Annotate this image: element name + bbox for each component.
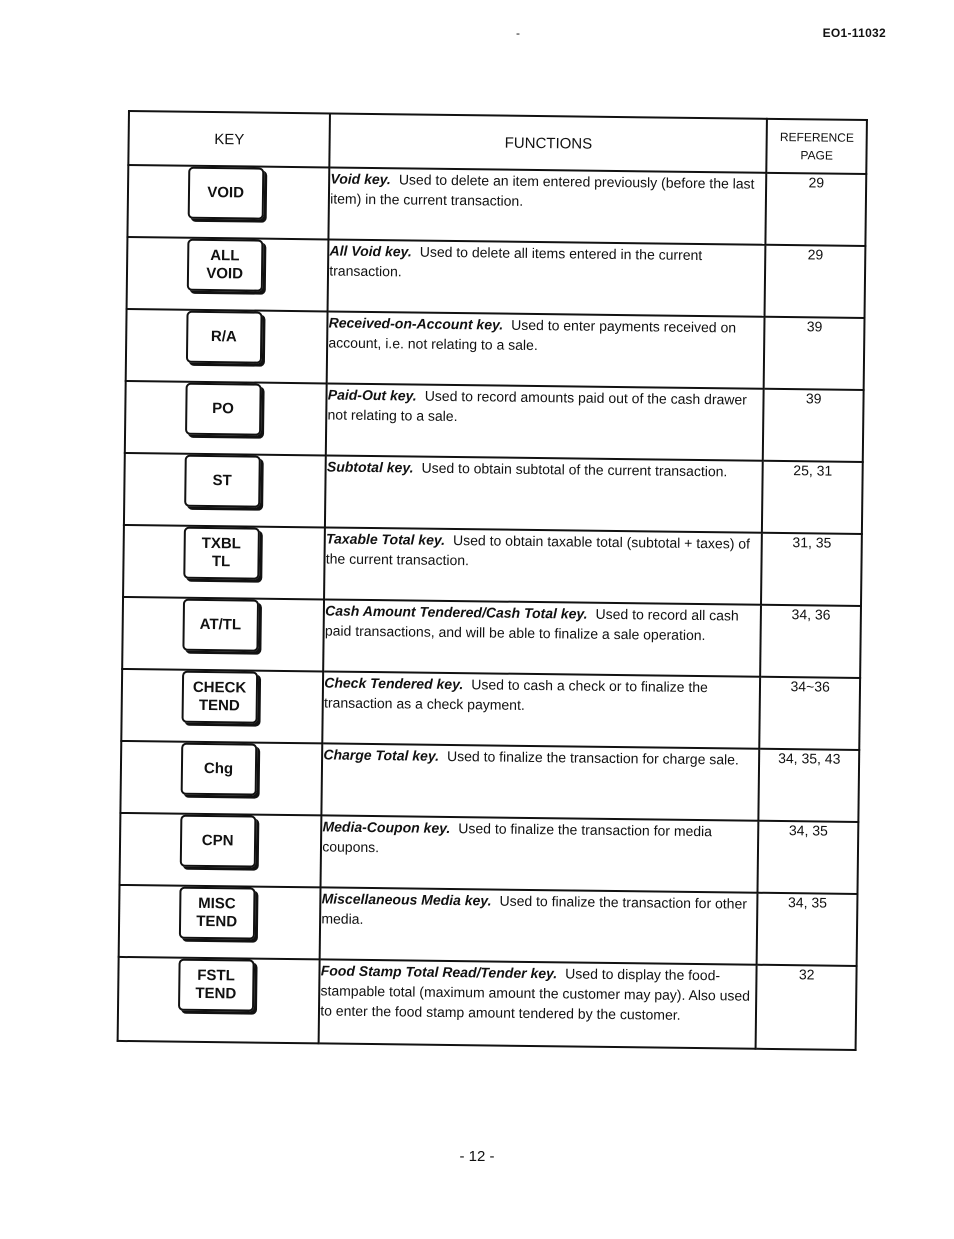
keycap-icon xyxy=(179,887,256,940)
keycap-label: TEND xyxy=(198,696,240,715)
reference-page: 25, 31 xyxy=(762,461,863,534)
function-name: Cash Amount Tendered/Cash Total key. xyxy=(325,602,588,622)
key-cell xyxy=(124,453,326,527)
keycap-icon xyxy=(186,311,263,364)
table-row xyxy=(127,237,866,318)
keycap-icon xyxy=(178,959,255,1012)
keycap-icon xyxy=(184,455,261,508)
key-cell xyxy=(118,957,320,1043)
key-cell xyxy=(127,165,329,239)
function-description: Used to delete all items entered in the current transaction. xyxy=(329,243,703,280)
table-row xyxy=(122,597,861,678)
key-cell xyxy=(123,525,325,599)
keycap-label: CHECK xyxy=(192,678,247,697)
key-functions-table xyxy=(117,110,868,1051)
key-cell xyxy=(122,597,324,671)
key-cell xyxy=(121,669,323,743)
reference-page: 39 xyxy=(764,317,865,390)
table-row xyxy=(124,453,863,534)
table-row xyxy=(118,957,857,1050)
key-cell xyxy=(120,741,322,815)
reference-page: 29 xyxy=(765,245,866,318)
keycap-icon xyxy=(187,167,264,220)
keycap-label: ALL xyxy=(210,247,240,265)
table-row xyxy=(120,813,859,894)
keycap-icon xyxy=(183,527,260,580)
function-cell xyxy=(323,599,761,676)
keycap-label: PO xyxy=(212,400,234,418)
function-description: Used to obtain subtotal of the current transaction. xyxy=(421,459,728,480)
keycap-icon xyxy=(180,743,257,796)
reference-header-line1: REFERENCE xyxy=(779,129,854,145)
keycap-label: R/A xyxy=(210,328,237,346)
function-cell xyxy=(326,383,764,460)
reference-page: 32 xyxy=(756,965,857,1050)
reference-page: 34, 36 xyxy=(760,605,861,678)
keycap-label: VOID xyxy=(207,183,245,202)
keycap-label: Chg xyxy=(203,759,234,778)
table-row xyxy=(120,741,859,822)
function-description: Used to record amounts paid out of the cash drawer not relating to a sale. xyxy=(327,387,748,425)
keycap-label: TL xyxy=(211,553,231,571)
keycap-icon xyxy=(185,383,262,436)
table-row xyxy=(123,525,862,606)
reference-page: 34~36 xyxy=(760,677,861,750)
keycap-label: FSTL xyxy=(197,966,235,985)
keycap-label: TEND xyxy=(196,912,238,931)
function-cell xyxy=(321,815,759,892)
function-description: Used to delete an item entered previously (before the last item) in the current transaction. xyxy=(330,171,755,209)
function-description: Used to finalize the transaction for charge sale. xyxy=(446,747,739,768)
reference-page: 29 xyxy=(766,173,867,246)
column-header-reference xyxy=(767,119,867,174)
keycap-icon xyxy=(182,599,259,652)
key-cell xyxy=(119,885,321,959)
keycap-label: MISC xyxy=(198,894,236,913)
column-header-key: KEY xyxy=(128,111,330,167)
function-name: Paid-Out key. xyxy=(327,386,417,404)
keycap-label: TXBL xyxy=(201,534,242,553)
function-name: Food Stamp Total Read/Tender key. xyxy=(320,962,558,982)
reference-page: 31, 35 xyxy=(761,533,862,606)
function-description: Used to record all cash paid transactions, and will be able to finalize a sale operation. xyxy=(324,605,739,644)
reference-page: 34, 35 xyxy=(758,821,859,894)
function-name: Received-on-Account key. xyxy=(328,314,504,333)
page-number: - 12 - xyxy=(459,1148,495,1165)
function-cell xyxy=(323,671,761,748)
function-name: Charge Total key. xyxy=(323,746,440,764)
table-row xyxy=(119,885,858,966)
document-id: EO1-11032 xyxy=(822,26,886,40)
function-description: Used to obtain taxable total (subtotal + taxes) of the current transaction. xyxy=(325,532,751,569)
function-description: Used to display the food-stampable total (maximum amount the customer may pay). Also used to enter the food stamp amount tendered by the customer. xyxy=(320,965,751,1023)
function-name: Check Tendered key. xyxy=(324,674,464,693)
table-header-row xyxy=(128,111,867,174)
keycap-label: TEND xyxy=(195,984,237,1003)
keycap-icon xyxy=(186,239,263,292)
function-description: Used to finalize the transaction for media coupons. xyxy=(322,820,713,856)
column-header-functions: FUNCTIONS xyxy=(330,113,768,172)
table-row xyxy=(126,309,865,390)
function-cell xyxy=(329,167,767,244)
keycap-label: ST xyxy=(212,472,232,490)
function-description: Used to enter payments received on account, i.e. not relating to a sale. xyxy=(328,316,737,354)
function-name: Media-Coupon key. xyxy=(322,818,451,836)
function-cell xyxy=(319,959,757,1048)
key-cell xyxy=(127,237,329,311)
table-row xyxy=(125,381,864,462)
keycap-label: AT/TL xyxy=(199,615,242,634)
function-description: Used to cash a check or to finalize the transaction as a check payment. xyxy=(323,676,708,713)
function-cell xyxy=(327,311,765,388)
function-name: All Void key. xyxy=(329,242,412,260)
keycap-label: CPN xyxy=(201,831,234,850)
function-name: Void key. xyxy=(330,170,391,188)
header-dash: - xyxy=(516,26,520,40)
function-name: Subtotal key. xyxy=(326,458,414,476)
reference-header-line2: PAGE xyxy=(800,148,833,163)
function-name: Taxable Total key. xyxy=(325,530,446,548)
function-cell xyxy=(322,743,760,820)
key-cell xyxy=(120,813,322,887)
keycap-label: VOID xyxy=(206,264,244,283)
function-description: Used to finalize the transaction for other media. xyxy=(321,892,748,927)
table-row xyxy=(127,165,866,246)
function-cell xyxy=(325,455,763,532)
reference-page: 34, 35 xyxy=(757,893,858,966)
key-cell xyxy=(126,309,328,383)
function-cell xyxy=(320,887,758,964)
table-row xyxy=(121,669,860,750)
function-name: Miscellaneous Media key. xyxy=(321,890,492,909)
function-cell xyxy=(328,239,766,316)
reference-page: 34, 35, 43 xyxy=(759,749,860,822)
function-cell xyxy=(324,527,762,604)
reference-page: 39 xyxy=(763,389,864,462)
key-cell xyxy=(125,381,327,455)
keycap-icon xyxy=(179,815,256,868)
keycap-icon xyxy=(181,671,258,724)
